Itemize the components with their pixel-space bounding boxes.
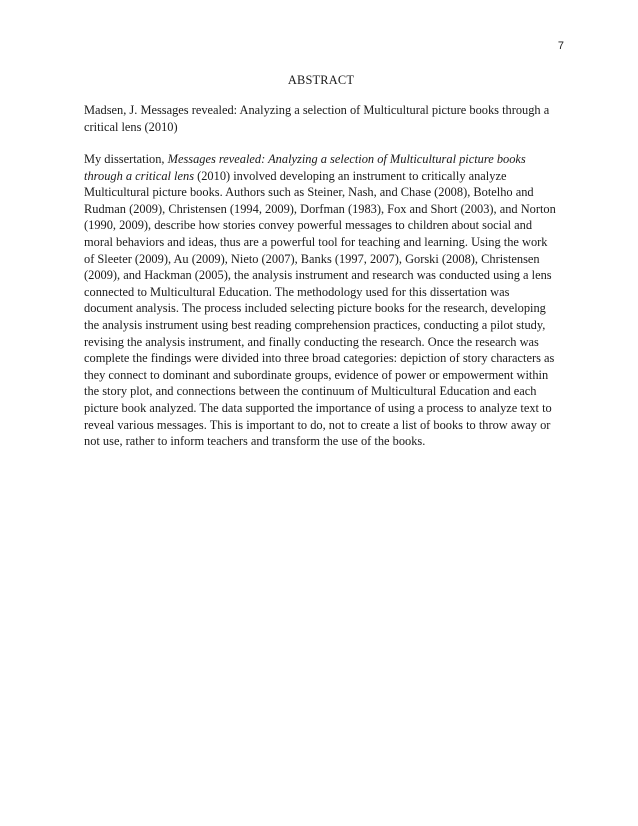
dissertation-title: Messages revealed: Analyzing a selection of Multicultural picture books through a critical lens	[84, 152, 526, 183]
page-number: 7	[557, 40, 564, 52]
abstract-lead: My dissertation,	[84, 152, 168, 166]
abstract-body: (2010) involved developing an instrument to critically analyze Multicultural picture books. Authors such as Steiner, Nash, and Chase (2008), Botelho and Rudman (2009), Christensen (1994, 2009), Dorfman (1983), Fox and Short (2003), and Norton (1990, 2009), describe how stories convey powerful messages to children about social and moral behaviors and ideas, thus are a powerful tool for teaching and learning. Using the work of Sleeter (2009), Au (2009), Nieto (2007), Banks (1997, 2007), Gorski (2008), Christensen (2009), and Hackman (2005), the analysis instrument and research was conducted using a lens connected to Multicultural Education. The methodology used for this dissertation was document analysis. The process included selecting picture books for the research, developing the analysis instrument using best reading comprehension practices, conducting a pilot study, revising the analysis instrument, and finally conducting the research. Once the research was complete the findings were divided into three broad categories: depiction of story characters as they connect to dominant and subordinate groups, evidence of power or empowerment within the story plot, and connections between the continuum of Multicultural Education and each picture book analyzed. The data supported the importance of using a process to analyze text to reveal various messages. This is important to do, not to create a list of books to throw away or not use, rather to inform teachers and transform the use of the books.	[84, 168, 556, 449]
abstract-heading: ABSTRACT	[287, 73, 355, 87]
citation-paragraph: Madsen, J. Messages revealed: Analyzing a selection of Multicultural picture books through a critical lens (2010)	[84, 103, 550, 134]
abstract-paragraph	[84, 151, 560, 450]
